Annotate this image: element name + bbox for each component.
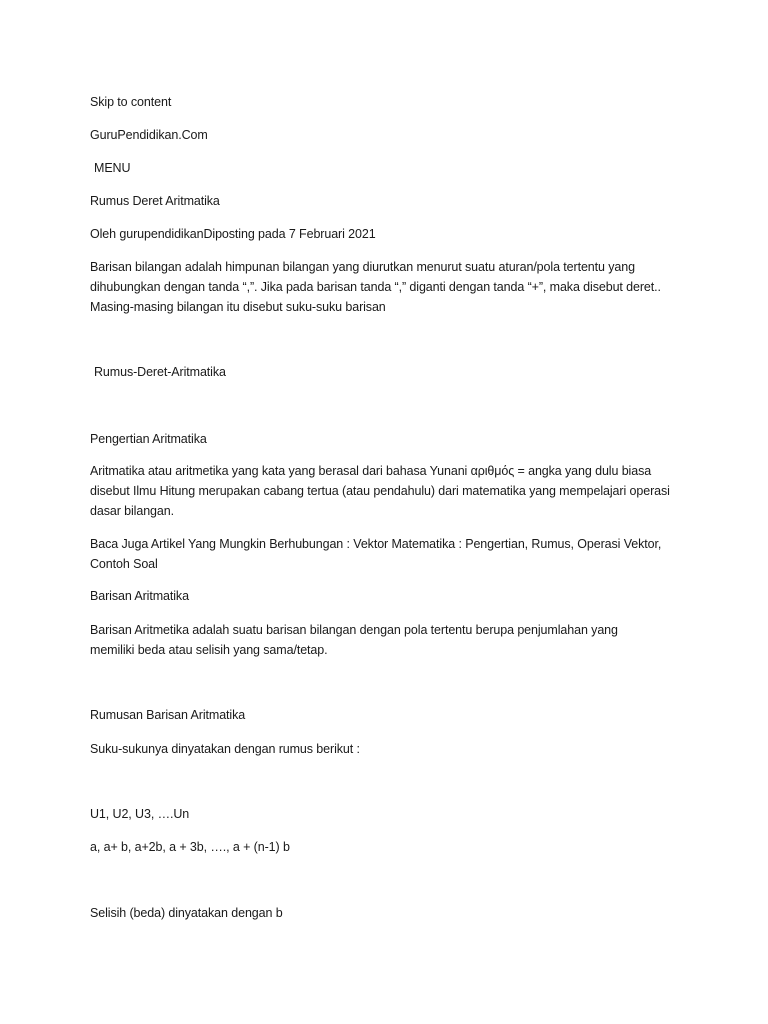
- article-title: Rumus Deret Aritmatika: [90, 194, 220, 208]
- suku-paragraph: Suku-sukunya dinyatakan dengan rumus berikut :: [90, 742, 360, 756]
- menu-button[interactable]: MENU: [94, 161, 131, 175]
- barisan-paragraph: Barisan Aritmetika adalah suatu barisan bilangan dengan pola tertentu berupa penjumlahan yang memiliki beda atau selisih yang sama/tetap.: [90, 623, 618, 657]
- barisan-heading: Barisan Aritmatika: [90, 589, 189, 603]
- baca-juga-link[interactable]: Baca Juga Artikel Yang Mungkin Berhubungan : Vektor Matematika : Pengertian, Rumus, Operasi Vektor, Contoh Soal: [90, 537, 662, 571]
- site-name-link[interactable]: GuruPendidikan.Com: [90, 128, 208, 142]
- selisih-paragraph: Selisih (beda) dinyatakan dengan b: [90, 906, 283, 920]
- formula-text: a, a+ b, a+2b, a + 3b, …., a + (n-1) b: [90, 840, 290, 854]
- intro-paragraph: Barisan bilangan adalah himpunan bilangan yang diurutkan menurut suatu aturan/pola tertentu yang dihubungkan dengan tanda “,”. Jika pada barisan tanda “,” diganti dengan tanda “+”, maka disebut deret.. Masing-masing bilangan itu disebut suku-suku barisan: [90, 260, 661, 314]
- u-sequence-text: U1, U2, U3, ….Un: [90, 807, 190, 821]
- rumusan-heading: Rumusan Barisan Aritmatika: [90, 708, 246, 722]
- article-byline: Oleh gurupendidikanDiposting pada 7 Februari 2021: [90, 227, 376, 241]
- pengertian-paragraph: Aritmatika atau aritmetika yang kata yang berasal dari bahasa Yunani αριθμός = angka yang dulu biasa disebut Ilmu Hitung merupakan cabang tertua (atau pendahulu) dari matematika yang mempelajari operasi dasar bilangan.: [90, 464, 670, 518]
- skip-to-content-link[interactable]: Skip to content: [90, 95, 172, 109]
- pengertian-heading: Pengertian Aritmatika: [90, 432, 207, 446]
- baca-juga-link-paragraph: [90, 534, 685, 574]
- article-image-alt-text: Rumus-Deret-Aritmatika: [94, 365, 226, 379]
